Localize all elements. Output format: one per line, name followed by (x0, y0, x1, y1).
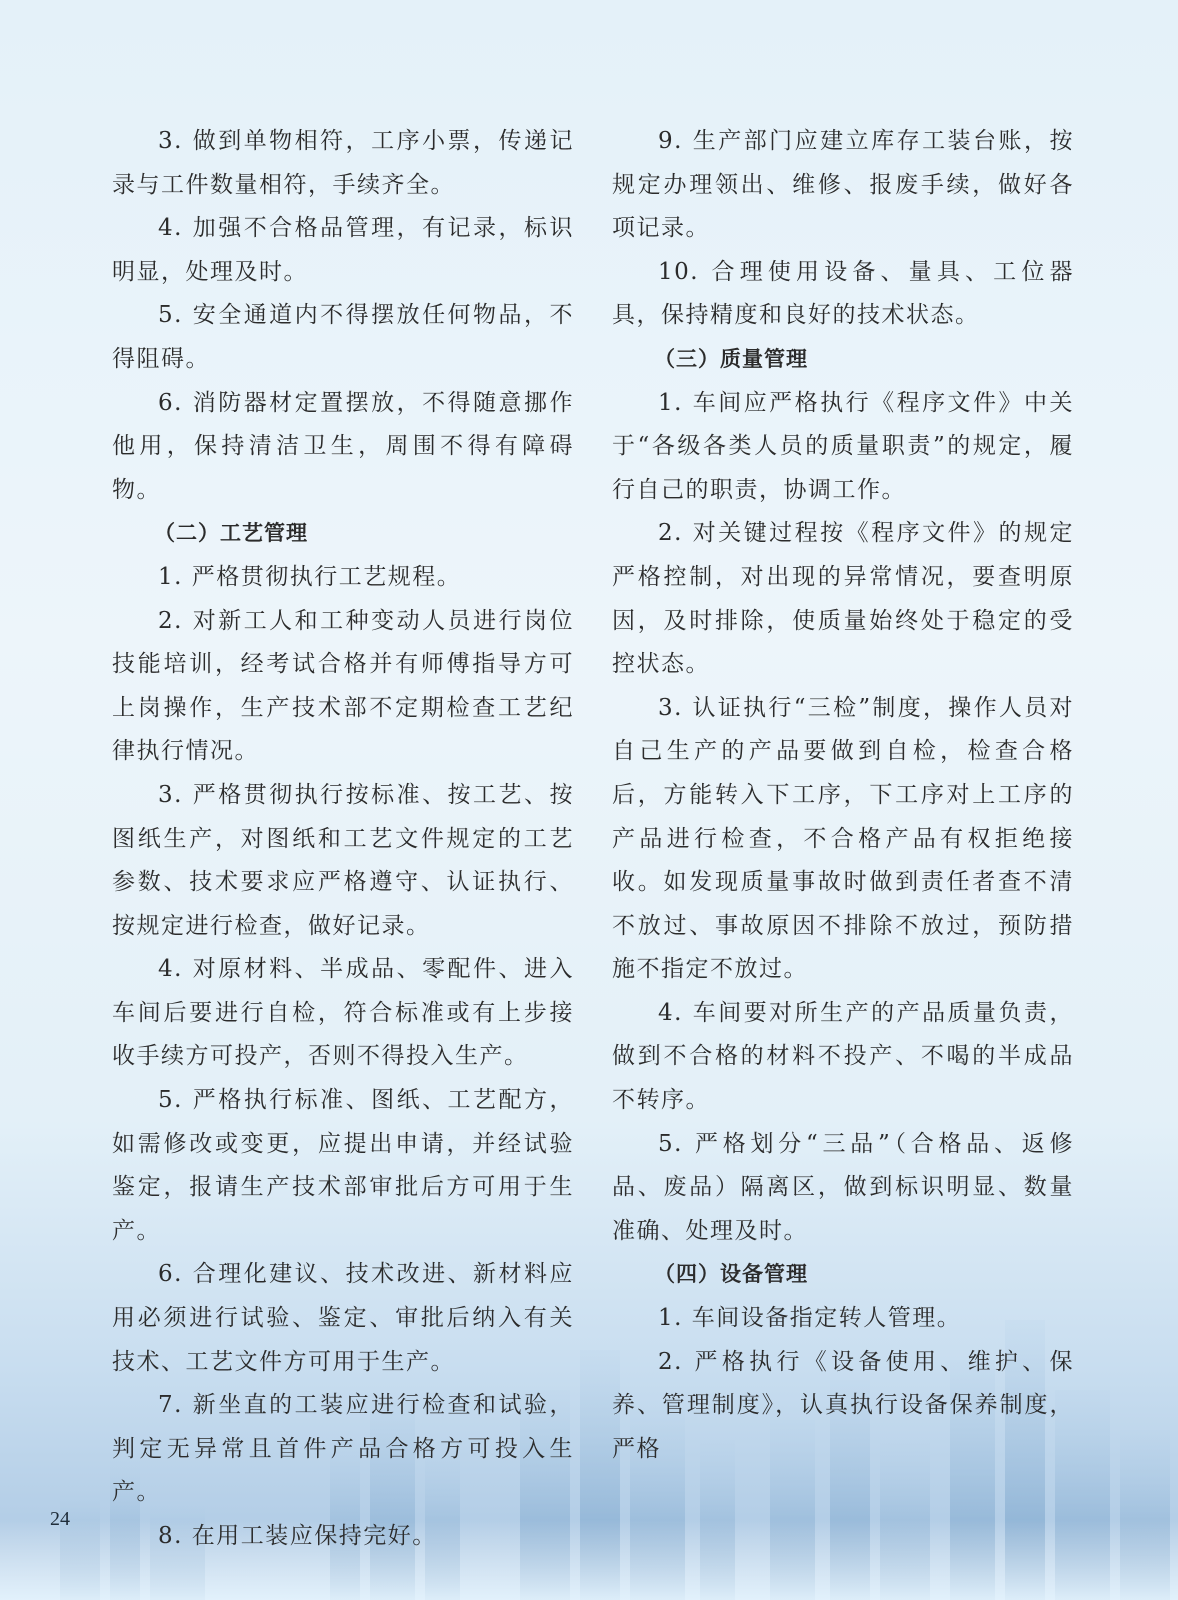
page-number: 24 (50, 1508, 70, 1530)
right-text-column (612, 120, 1074, 1471)
paragraph: 1. 车间应严格执行《程序文件》中关于“各级各类人员的质量职责”的规定，履行自己的职责，协调工作。 (612, 389, 1074, 503)
paragraph: 3. 认证执行“三检”制度，操作人员对自己生产的产品要做到自检，检查合格后，方能转入下工序，下工序对上工序的产品进行检查，不合格产品有权拒绝接收。如发现质量事故时做到责任者查不清不放过、事故原因不排除不放过，预防措施不指定不放过。 (612, 694, 1074, 983)
paragraph: 4. 车间要对所生产的产品质量负责，做到不合格的材料不投产、不喝的半成品不转序。 (612, 999, 1074, 1114)
paragraph: 1. 车间设备指定转人管理。 (658, 1305, 962, 1332)
paragraph: 9. 生产部门应建立库存工装台账，按规定办理领出、维修、报废手续，做好各项记录。 (612, 128, 1074, 242)
paragraph: 5. 严格执行标准、图纸、工艺配方，如需修改或变更，应提出申请，并经试验鉴定，报请生产技术部审批后方可用于生产。 (112, 1087, 574, 1244)
paragraph: 5. 严格划分“三品”（合格品、返修品、废品）隔离区，做到标识明显、数量准确、处理及时。 (612, 1130, 1074, 1244)
paragraph: 2. 对新工人和工种变动人员进行岗位技能培训，经考试合格并有师傅指导方可上岗操作，生产技术部不定期检查工艺纪律执行情况。 (112, 607, 574, 765)
paragraph: 3. 做到单物相符，工序小票，传递记录与工件数量相符，手续齐全。 (112, 128, 574, 198)
section-heading: （二）工艺管理 (154, 521, 308, 546)
paragraph: 2. 严格执行《设备使用、维护、保养、管理制度》，认真执行设备保养制度，严格 (612, 1348, 1074, 1462)
paragraph: 8. 在用工装应保持完好。 (158, 1523, 437, 1549)
section-heading: （四）设备管理 (654, 1262, 808, 1287)
paragraph: 7. 新坐直的工装应进行检查和试验，判定无异常且首件产品合格方可投入生产。 (112, 1392, 574, 1506)
paragraph: 6. 合理化建议、技术改进、新材料应用必须进行试验、鉴定、审批后纳入有关技术、工艺文件方可用于生产。 (112, 1261, 574, 1375)
paragraph: 4. 对原材料、半成品、零配件、进入车间后要进行自检，符合标准或有上步接收手续方可投产，否则不得投入生产。 (112, 956, 574, 1070)
paragraph: 2. 对关键过程按《程序文件》的规定严格控制，对出现的异常情况，要查明原因，及时排除，使质量始终处于稳定的受控状态。 (612, 520, 1074, 678)
paragraph: 10. 合理使用设备、量具、工位器具，保持精度和良好的技术状态。 (612, 258, 1074, 329)
paragraph: 5. 安全通道内不得摆放任何物品，不得阻碍。 (112, 302, 574, 372)
paragraph: 3. 严格贯彻执行按标准、按工艺、按图纸生产，对图纸和工艺文件规定的工艺参数、技术要求应严格遵守、认证执行、按规定进行检查，做好记录。 (112, 781, 574, 939)
paragraph: 4. 加强不合格品管理，有记录，标识明显，处理及时。 (112, 215, 574, 285)
paragraph: 6. 消防器材定置摆放，不得随意挪作他用，保持清洁卫生，周围不得有障碍物。 (112, 389, 574, 503)
left-text-column (112, 120, 574, 1559)
section-heading: （三）质量管理 (654, 346, 808, 371)
paragraph: 1. 严格贯彻执行工艺规程。 (158, 563, 462, 590)
